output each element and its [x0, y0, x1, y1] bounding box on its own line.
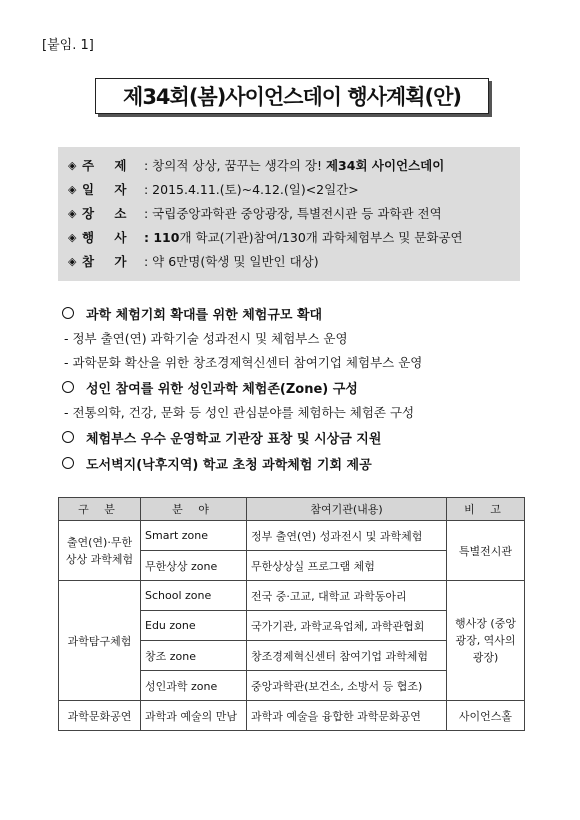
note-cell: 특별전시관 [447, 521, 525, 581]
item-heading [62, 424, 532, 450]
item-heading [62, 374, 532, 400]
content-cell: 국가기관, 과학교육업체, 과학관협회 [247, 611, 447, 641]
field-cell: 과학과 예술의 만남 [141, 701, 247, 731]
info-label: 주 제 [82, 158, 135, 173]
info-label: 장 소 [82, 206, 135, 221]
field-cell: Smart zone [141, 521, 247, 551]
content-cell: 창조경제혁신센터 참여기업 과학체험 [247, 641, 447, 671]
field-cell: School zone [141, 581, 247, 611]
info-row-event [68, 225, 510, 249]
diamond-icon: ◈ [68, 254, 77, 268]
plan-items [62, 300, 532, 476]
field-cell: 성인과학 zone [141, 671, 247, 701]
table-header-row [59, 498, 525, 521]
info-value: : 약 6만명(학생 및 일반인 대상) [144, 254, 319, 269]
circle-bullet-icon [62, 457, 74, 469]
info-value: : 국립중앙과학관 중앙광장, 특별전시관 등 과학관 전역 [144, 206, 442, 221]
field-cell: 무한상상 zone [141, 551, 247, 581]
diamond-icon: ◈ [68, 230, 77, 244]
content-cell: 정부 출연(연) 성과전시 및 과학체험 [247, 521, 447, 551]
info-value: : 2015.4.11.(토)~4.12.(일)<2일간> [144, 182, 359, 197]
info-row-place [68, 201, 510, 225]
item-heading-text: 과학 체험기회 확대를 위한 체험규모 확대 [86, 307, 323, 323]
field-cell: Edu zone [141, 611, 247, 641]
content-cell: 과학과 예술을 융합한 과학문화공연 [247, 701, 447, 731]
item-heading [62, 300, 532, 326]
page-title [95, 78, 489, 114]
info-row-date [68, 177, 510, 201]
col-header: 비 고 [447, 498, 525, 521]
content-cell: 무한상상실 프로그램 체험 [247, 551, 447, 581]
item-heading-text: 도서벽지(낙후지역) 학교 초청 과학체험 기회 제공 [86, 457, 372, 473]
col-header: 참여기관(내용) [247, 498, 447, 521]
attachment-label: [붙임. 1] [42, 38, 94, 53]
info-row-participants [68, 249, 510, 273]
diamond-icon: ◈ [68, 158, 77, 172]
item-heading-text: 체험부스 우수 운영학교 기관장 표창 및 시상금 지원 [86, 431, 382, 447]
info-value-bold: : 110 [144, 229, 180, 245]
content-cell: 전국 중·고교, 대학교 과학동아리 [247, 581, 447, 611]
table-row [59, 581, 525, 611]
category-cell: 과학탐구체험 [59, 581, 141, 701]
table-row [59, 521, 525, 551]
item-heading [62, 450, 532, 476]
info-label: 일 자 [82, 182, 135, 197]
item-sub: - 전통의학, 건강, 문화 등 성인 관심분야를 체험하는 체험존 구성 [64, 405, 415, 420]
category-cell: 과학문화공연 [59, 701, 141, 731]
circle-bullet-icon [62, 431, 74, 443]
col-header: 구 분 [59, 498, 141, 521]
item-sub: - 과학문화 확산을 위한 창조경제혁신센터 참여기업 체험부스 운영 [64, 355, 423, 370]
info-value: 개 학교(기관)참여/130개 과학체험부스 및 문화공연 [179, 230, 463, 245]
item-sub: - 정부 출연(연) 과학기술 성과전시 및 체험부스 운영 [64, 331, 348, 346]
note-cell: 사이언스홀 [447, 701, 525, 731]
program-table [58, 497, 525, 731]
table-row [59, 701, 525, 731]
event-info-box [58, 147, 520, 281]
info-row-theme [68, 153, 510, 177]
circle-bullet-icon [62, 381, 74, 393]
col-header: 분 야 [141, 498, 247, 521]
content-cell: 중앙과학관(보건소, 소방서 등 협조) [247, 671, 447, 701]
page-title-text: 제34회(봄)사이언스데이 행사계획(안) [123, 85, 461, 109]
diamond-icon: ◈ [68, 182, 77, 196]
item-heading-text: 성인 참여를 위한 성인과학 체험존(Zone) 구성 [86, 381, 358, 397]
info-value: : 창의적 상상, 꿈꾸는 생각의 장! [144, 158, 322, 173]
diamond-icon: ◈ [68, 206, 77, 220]
info-label: 참 가 [82, 254, 135, 269]
circle-bullet-icon [62, 307, 74, 319]
info-highlight: 제34회 사이언스데이 [325, 158, 445, 173]
category-cell: 출연(연)·무한상상 과학체험 [59, 521, 141, 581]
info-label: 행 사 [82, 230, 135, 245]
note-cell: 행사장 (중앙광장, 역사의 광장) [447, 581, 525, 701]
field-cell: 창조 zone [141, 641, 247, 671]
